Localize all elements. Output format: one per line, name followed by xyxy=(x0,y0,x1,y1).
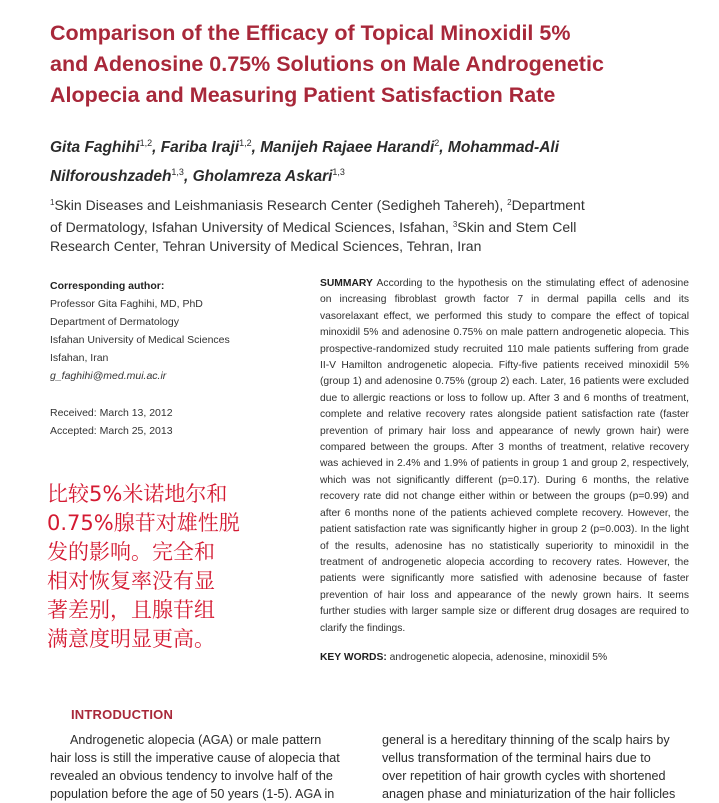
introduction-left-column xyxy=(50,731,358,803)
author-line: Gita Faghihi$^{1,2}$, Fariba Iraji$^{1,2}$, Manijeh Rajaee Harandi$^2$, Mohammad-Ali xyxy=(50,138,559,156)
summary-label: SUMMARY xyxy=(320,278,373,289)
corresponding-author-city: Isfahan, Iran xyxy=(50,352,109,364)
body-line: hair loss is still the imperative cause of alopecia that xyxy=(50,751,340,765)
affiliation-text: Skin and Stem Cell xyxy=(457,219,577,235)
keywords-block xyxy=(320,650,700,666)
author-affiliation-mark: 1,2 xyxy=(239,138,252,148)
affiliation-mark: 2 xyxy=(507,198,512,207)
author-list xyxy=(50,131,710,189)
author-affiliation-mark: 1,3 xyxy=(332,167,345,177)
affiliation-text: of Dermatology, Isfahan University of Medical Sciences, Isfahan, xyxy=(50,219,449,235)
body-line: over repetition of hair growth cycles with shortened xyxy=(382,769,666,783)
article-title xyxy=(50,18,710,111)
chinese-annotation-line: 发的影响。完全和 xyxy=(47,540,215,564)
chinese-annotation-line: 0.75%腺苷对雄性脱 xyxy=(47,511,240,535)
summary-block xyxy=(320,276,689,637)
body-line: vellus transformation of the terminal hairs due to xyxy=(382,751,651,765)
correspondence-block xyxy=(50,277,290,440)
author-name: Mohammad-Ali xyxy=(447,139,559,156)
author-name: Gholamreza Askari xyxy=(192,168,333,185)
introduction-heading: INTRODUCTION xyxy=(71,707,174,722)
body-line: revealed an obvious tendency to involve half of the xyxy=(50,769,333,783)
corresponding-author-department: Department of Dermatology xyxy=(50,316,179,328)
author-affiliation-mark: 2 xyxy=(434,138,440,148)
keywords-text: androgenetic alopecia, adenosine, minoxidil 5% xyxy=(389,652,608,663)
affiliation-line xyxy=(50,215,710,237)
affiliation-mark: 1 xyxy=(50,198,55,207)
affiliation-line: Research Center, Tehran University of Medical Sciences, Tehran, Iran xyxy=(50,238,482,254)
keywords-label: KEY WORDS: xyxy=(320,652,387,663)
affiliation-text: Department xyxy=(511,197,585,213)
chinese-annotation-line: 相对恢复率没有显 xyxy=(47,569,215,593)
body-line: general is a hereditary thinning of the scalp hairs by xyxy=(382,733,670,747)
chinese-annotation-line: 比较5%米诺地尔和 xyxy=(47,482,228,506)
introduction-right-column xyxy=(382,731,690,803)
affiliations xyxy=(50,193,710,256)
title-line: and Adenosine 0.75% Solutions on Male Androgenetic xyxy=(50,52,604,76)
author-name: Nilforoushzadeh xyxy=(50,168,172,185)
corresponding-author-name: Professor Gita Faghihi, MD, PhD xyxy=(50,298,203,310)
accepted-date: Accepted: March 25, 2013 xyxy=(50,425,173,437)
author-affiliation-mark: 1,3 xyxy=(171,167,184,177)
body-line: anagen phase and miniaturization of the hair follicles xyxy=(382,787,676,801)
summary-text: According to the hypothesis on the stimulating effect of adenosine on increasing fibroblast growth factor 7 in dermal papilla cells and its vasorelaxant effect, we performed this study to compare the effect of topical minoxidil 5% and adenosine 0.75% on male pattern androgenetic alopecia. This prospective-randomized study recruited 110 male patients suffering from grade II-V Hamilton androgenetic alopecia. Fifty-five patients received minoxidil 5% (group 1) and adenosine 0.75% (group 2) each. Later, 16 patients were excluded due to allergic reactions or loss to follow up. After 3 and 6 months of treatment, complete and relative recovery rates alongside patient satisfaction rate (faster prevention of primary hair loss and appearance of newly grown hair) were compared between the groups. After 3 months of treatment, relative recovery was achieved in 2.4% and 1.9% of patients in group 1 and group 2, respectively, which was not significantly different (p=0.17). During 6 months, the relative recovery rate did not change either within or between the groups (p=0.99) and after 6 months none of the patients achieved complete recovery. However, the patient satisfaction rate was significantly higher in group 2 (p=0.003). In the light of the results, adenosine has no statistically superiority to minoxidil in the treatment of androgenetic alopecia according to recovery rates. However, the patients were significantly more satisfied with adenosine because of faster prevention of hair loss and appearance of the newly grown hairs. It seems further studies with larger sample size or different drug dosages are required to clarify the findings. xyxy=(320,278,690,634)
affiliation-mark: 3 xyxy=(452,220,458,229)
author-name: Manijeh Rajaee Harandi xyxy=(260,139,435,156)
corresponding-author-label: Corresponding author: xyxy=(50,280,165,292)
chinese-annotation-line: 著差别，且腺苷组 xyxy=(47,598,215,622)
author-line: Nilforoushzadeh$^{1,3}$, Gholamreza Askari$^{1,3}$ xyxy=(50,167,345,185)
title-line: Alopecia and Measuring Patient Satisfaction Rate xyxy=(50,83,556,107)
received-date: Received: March 13, 2012 xyxy=(50,407,173,419)
author-name: Fariba Iraji xyxy=(160,139,240,156)
affiliation-line xyxy=(50,193,710,215)
chinese-annotation xyxy=(47,480,297,654)
body-line: population before the age of 50 years (1-5). AGA in xyxy=(50,787,335,801)
title-line: Comparison of the Efficacy of Topical Minoxidil 5% xyxy=(50,21,571,45)
affiliation-text: Skin Diseases and Leishmaniasis Research Center (Sedigheh Tahereh), xyxy=(54,197,504,213)
author-name: Gita Faghihi xyxy=(50,139,140,156)
corresponding-author-university: Isfahan University of Medical Sciences xyxy=(50,334,230,346)
chinese-annotation-line: 满意度明显更高。 xyxy=(47,627,215,651)
corresponding-author-email[interactable]: g_faghihi@med.mui.ac.ir xyxy=(50,370,167,382)
body-line: Androgenetic alopecia (AGA) or male pattern xyxy=(70,733,322,747)
author-affiliation-mark: 1,2 xyxy=(139,138,153,148)
